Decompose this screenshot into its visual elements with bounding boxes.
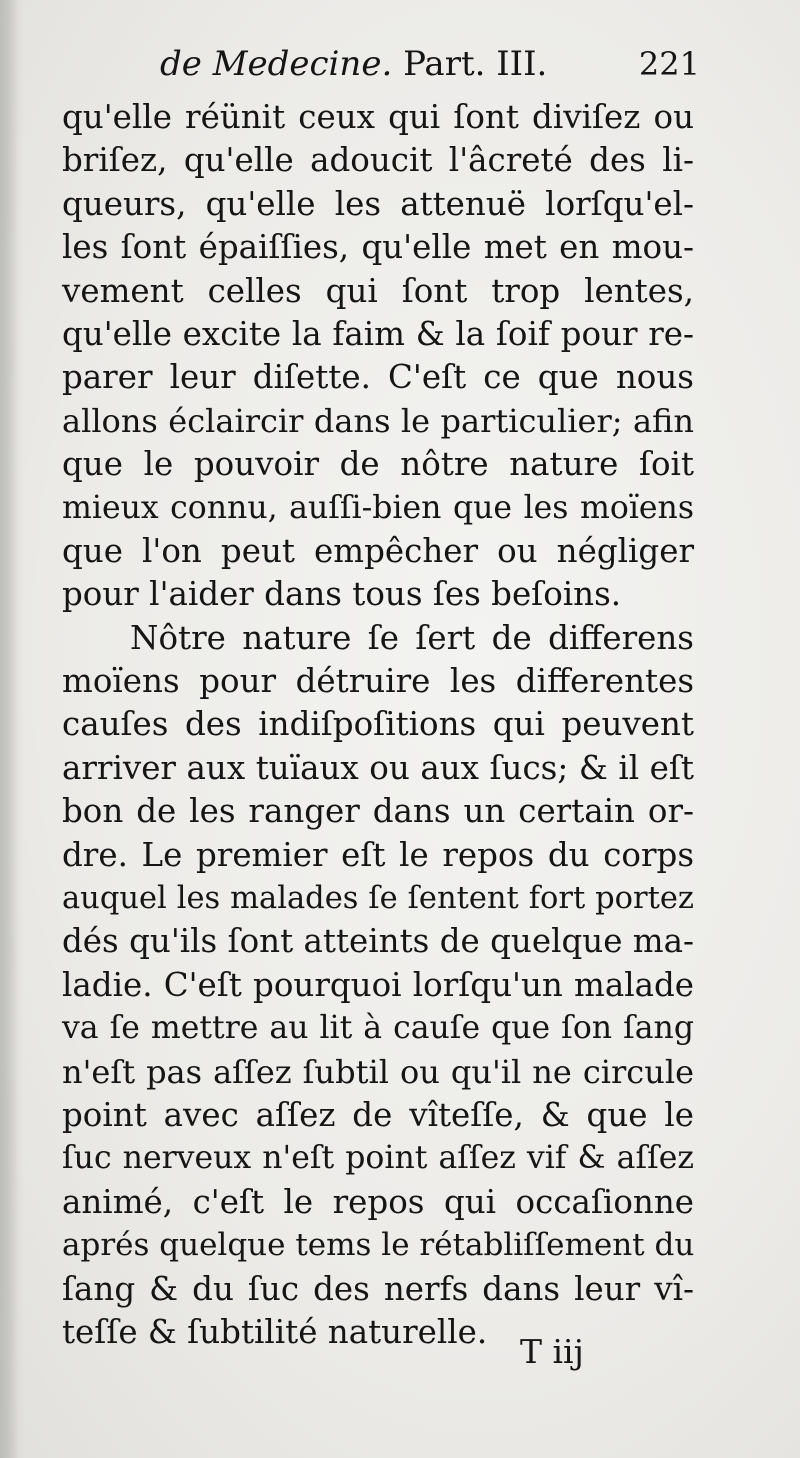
text-line: queurs, qu'elle les attenuë lorſqu'el- bbox=[62, 184, 694, 223]
page-gutter-shadow bbox=[0, 0, 18, 1458]
text-line: ſang & du ſuc des nerfs dans leur vî- bbox=[62, 1269, 694, 1308]
paragraph-1 bbox=[62, 96, 694, 617]
text-line: auquel les malades ſe ſentent fort portez bbox=[62, 881, 694, 917]
running-head bbox=[160, 40, 700, 88]
text-line: point avec aſſez de vîteſſe, & que le bbox=[62, 1095, 694, 1134]
text-line: allons éclaircir dans le particulier; afin bbox=[62, 401, 694, 440]
text-line: ladie. C'eſt pourquoi lorſqu'un malade bbox=[62, 965, 694, 1004]
text-line: qu'elle excite la faim & la ſoif pour re- bbox=[62, 314, 694, 353]
body-text bbox=[62, 96, 694, 1354]
text-line: n'eſt pas aſſez ſubtil ou qu'il ne circule bbox=[62, 1052, 694, 1091]
text-line: dés qu'ils ſont atteints de quelque ma- bbox=[62, 922, 694, 961]
text-line: va ſe mettre au lit à cauſe que ſon ſang bbox=[62, 1010, 694, 1047]
page-number: 221 bbox=[638, 45, 700, 83]
text-line: cauſes des indiſpoſitions qui peuvent bbox=[62, 705, 694, 744]
text-line: que le pouvoir de nôtre nature ſoit bbox=[62, 445, 694, 484]
text-line: pour l'aider dans tous ſes beſoins. bbox=[62, 575, 622, 614]
text-line: parer leur diſette. C'eſt ce que nous bbox=[62, 358, 694, 397]
text-line: ſuc nerveux n'eſt point aſſez vif & aſſez bbox=[62, 1140, 694, 1177]
paragraph-2 bbox=[62, 617, 694, 1355]
signature-mark: T iij bbox=[520, 1332, 584, 1371]
text-line: les ſont épaiſſies, qu'elle met en mou- bbox=[62, 228, 694, 267]
text-line: Nôtre nature ſe ſert de differens bbox=[130, 618, 694, 657]
text-line: animé, c'eſt le repos qui occaſionne bbox=[62, 1182, 694, 1221]
text-line: aprés quelque tems le rétabliſſement du bbox=[62, 1227, 695, 1264]
text-line: bon de les ranger dans un certain or- bbox=[62, 792, 694, 831]
text-line: dre. Le premier eſt le repos du corps bbox=[62, 835, 694, 874]
text-line: que l'on peut empêcher ou négliger bbox=[62, 531, 694, 570]
text-line: moïens pour détruire les differentes bbox=[62, 662, 694, 701]
text-line: mieux connu, auſſi-bien que les moïens bbox=[62, 489, 694, 526]
text-line: briſez, qu'elle adoucit l'âcreté des li- bbox=[62, 141, 694, 180]
text-line: arriver aux tuïaux ou aux ſucs; & il eſt bbox=[62, 748, 694, 787]
text-line: teſſe & ſubtilité naturelle. bbox=[62, 1312, 488, 1351]
text-line: vement celles qui ſont trop lentes, bbox=[62, 271, 694, 310]
text-line: qu'elle réünit ceux qui ſont diviſez ou bbox=[62, 98, 694, 136]
running-head-title: de Medecine. bbox=[160, 44, 393, 84]
running-head-part: Part. III. bbox=[403, 44, 548, 84]
